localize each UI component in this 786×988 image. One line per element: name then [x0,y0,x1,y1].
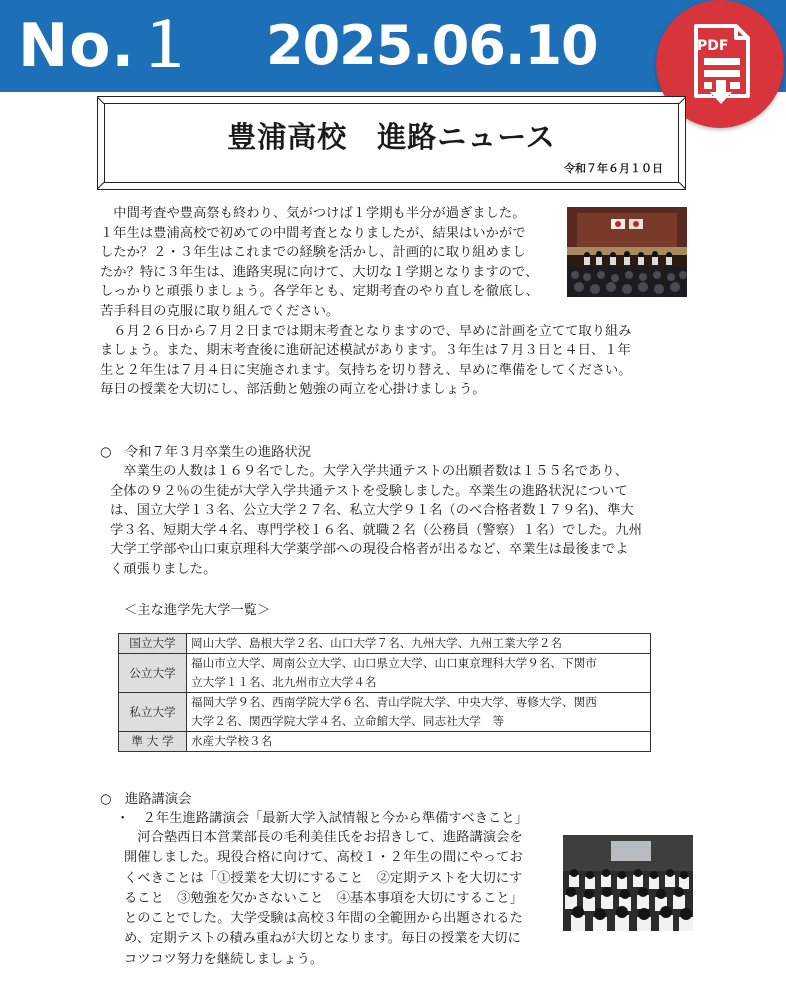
text-line: ６月２６日から７月２日までは期末考査となりますので、早めに計画を立てて取り組み [100,323,632,339]
text-line: 卒業生の人数は１６９名でした。大学入学共通テストの出願者数は１５５名であり、 [110,464,629,479]
table-value-line: 福山市立大学、周南公立大学、山口県立大学、山口東京理科大学９名、下関市 [191,656,597,670]
lecture-hall-photo [563,835,693,931]
text-line: く頑張りました。 [110,561,217,577]
text-line: 学３名、短期大学４名、専門学校１６名、就職２名（公務員（警察）１名）でした。九州 [110,522,642,538]
graduates-paragraph [110,462,642,579]
table-row [119,634,651,654]
text-line: しっかりと頑張りましょう。各学年とも、定期考査のやり直しを徹底し、 [100,284,539,300]
text-line: 大学工学部や山口東京理科大学薬学部への現役合格者が出るなど、卒業生は最後までよ [110,542,629,557]
text-line: 中間考査や豊高祭も終わり、気がつけば１学期も半分が過ぎました。 [100,206,526,221]
text-line: くべきことは「①授業を大切にすること ②定期テストを大切にす [124,870,523,886]
text-line: 毎日の授業を大切にし、部活動と勉強の両立を心掛けましょう。 [100,382,486,398]
pdf-label: PDF [697,38,729,54]
lecture-bullet: ・ ２年生進路講演会「最新大学入試情報と今から準備すべきこと」 [116,811,528,826]
newsletter-title-box [97,96,686,190]
lecture-paragraph [124,828,523,970]
table-value [187,693,651,732]
section-heading-lecture: ○ 進路講演会 [100,792,192,807]
text-line: ること ③勉強を欠かさないこと ④基本事項を大切にすること」 [124,890,523,906]
text-line: 生と２年生は７月４日に実施されます。気持ちを切り替え、早めに準備をしてください。 [100,362,632,378]
title-corner [97,182,104,189]
text-line: したか？２・３年生はこれまでの経験を活かし、計画的に取り組めまし [100,245,526,261]
table-value-line: 水産大学校３名 [191,734,273,748]
newsletter-title: 豊浦高校 進路ニュース [227,120,556,154]
title-corner [679,97,686,104]
table-row [119,732,651,752]
text-line: 苦手科目の克服に取り組んでください。 [100,303,340,319]
newsletter-date: 令和７年６月１０日 [564,162,663,175]
table-category: 国立大学 [119,634,187,654]
text-line: め、定期テストの積み重ねが大切となります。毎日の授業を大切に [124,931,521,947]
text-line: たか？特に３年生は、進路実現に向けて、大切な１学期となりますので、 [100,264,539,280]
table-row [119,693,651,732]
table-value [187,654,651,693]
text-line: は、国立大学１３名、公立大学２７名、私立大学９１名（のべ合格者数１７９名)、準大 [110,503,634,518]
title-corner [97,97,104,104]
text-line: ましょう。また、期末考査後に進研記述模試があります。３年生は７月３日と４日、１年 [100,343,631,359]
issue-number: No.１ [18,11,197,81]
text-line: コツコツ努力を継続しましょう。 [124,951,324,967]
table-category: 準 大 学 [119,732,187,752]
text-line: １年生は豊浦高校で初めての中間考査となりましたが、結果はいかがで [100,225,526,241]
table-value-line: 岡山大学、島根大学２名、山口大学７名、九州大学、九州工業大学２名 [191,636,563,650]
table-value-line: 福岡大学９名、西南学院大学６名、青山学院大学、中央大学、専修大学、関西 [191,695,597,709]
section-heading-graduates: ○ 令和７年３月卒業生の進路状況 [100,445,312,460]
table-category: 私立大学 [119,693,187,732]
university-table [118,633,651,752]
title-corner [679,182,686,189]
festival-stage-photo [567,207,687,297]
table-category: 公立大学 [119,654,187,693]
table-value [187,634,651,654]
table-value-line: 大学２名、関西学院大学４名、立命館大学、同志社大学 等 [191,714,505,728]
table-value [187,732,651,752]
intro-paragraph [100,204,632,400]
text-line: 河合塾西日本営業部長の毛利美佳氏をお招きして、進路講演会を [124,830,523,845]
table-caption: ＜主な進学先大学一覧＞ [124,603,271,618]
text-line: とのことでした。大学受験は高校３年間の全範囲から出題されるた [124,911,523,927]
text-line: 開催しました。現役合格に向けて、高校１・２年生の間にやってお [124,850,523,866]
text-line: 全体の９２％の生徒が大学入学共通テストを受験しました。卒業生の進路状況について [110,483,628,499]
issue-date: 2025.06.10 [266,14,598,77]
table-value-line: 立大学１１名、北九州市立大学４名 [191,675,377,689]
table-row [119,654,651,693]
